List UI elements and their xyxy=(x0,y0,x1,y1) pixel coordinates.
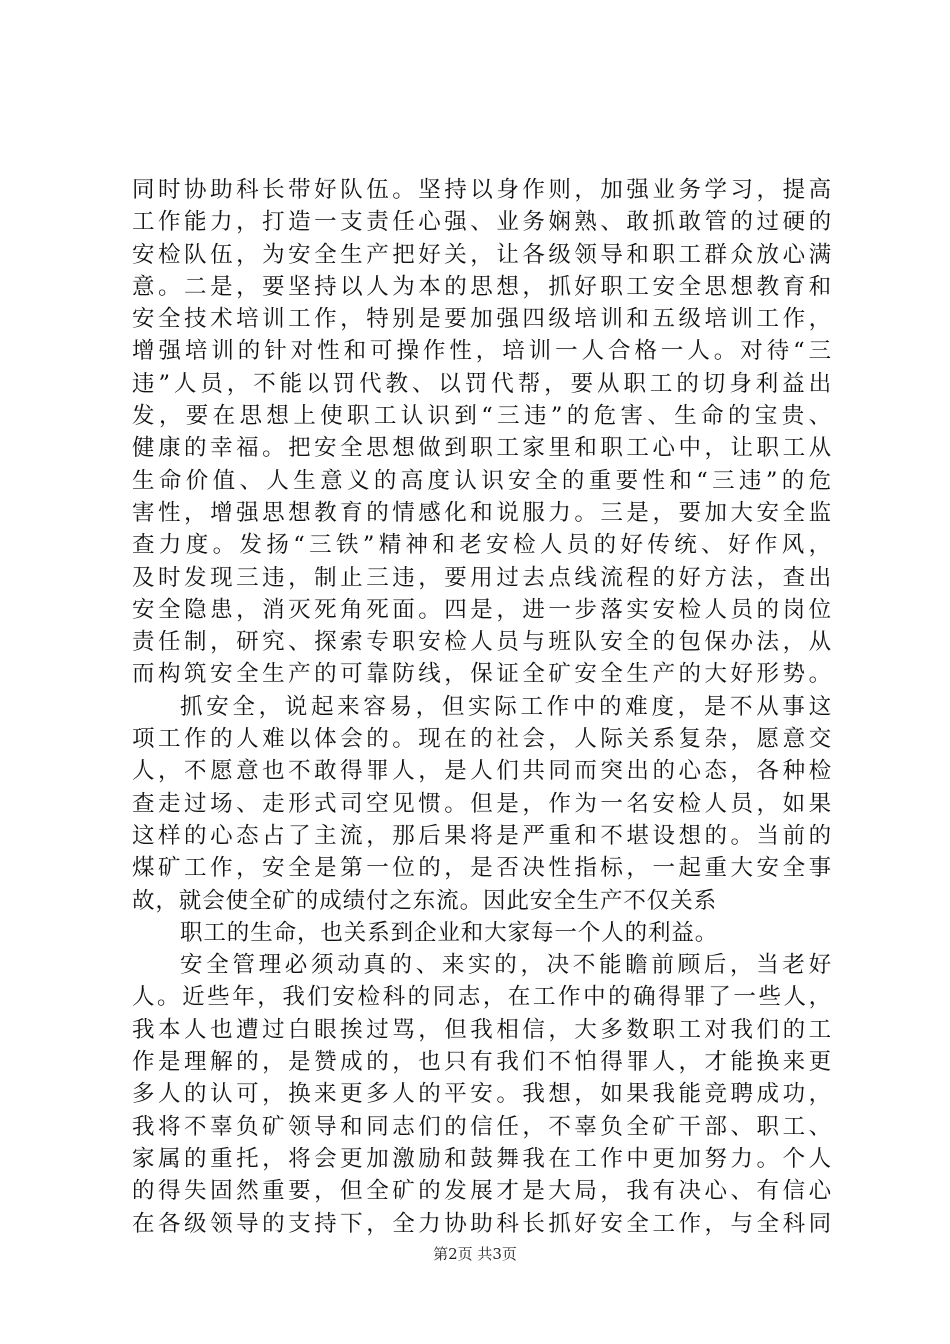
text-line: 家属的重托，将会更加激励和鼓舞我在工作中更加努力。个人 xyxy=(132,1145,832,1172)
text-line: 故，就会使全矿的成绩付之东流。因此安全生产不仅关系 xyxy=(132,887,718,914)
page-number-label: 第2页 共3页 xyxy=(433,1245,517,1263)
text-line: 安检队伍，为安全生产把好关，让各级领导和职工群众放心满 xyxy=(132,241,832,268)
text-line: 我将不辜负矿领导和同志们的信任，不辜负全矿干部、职工、 xyxy=(132,1113,832,1140)
text-line: 作是理解的，是赞成的，也只有我们不怕得罪人，才能换来更 xyxy=(132,1049,832,1076)
text-line: 人。近些年，我们安检科的同志，在工作中的确得罪了一些人， xyxy=(132,984,832,1011)
text-line: 多人的认可，换来更多人的平安。我想，如果我能竞聘成功， xyxy=(132,1081,832,1108)
text-line: 查力度。发扬“三铁”精神和老安检人员的好传统、好作风， xyxy=(132,532,832,559)
body-text xyxy=(132,174,832,1240)
page-footer xyxy=(0,1244,950,1264)
text-line: 煤矿工作，安全是第一位的，是否决性指标，一起重大安全事 xyxy=(132,855,832,882)
text-line: 意。二是，要坚持以人为本的思想，抓好职工安全思想教育和 xyxy=(132,273,832,300)
text-line: 在各级领导的支持下，全力协助科长抓好安全工作，与全科同 xyxy=(132,1210,832,1237)
text-line: 安全技术培训工作，特别是要加强四级培训和五级培训工作， xyxy=(132,306,832,333)
text-line: 健康的幸福。把安全思想做到职工家里和职工心中，让职工从 xyxy=(132,435,832,462)
text-line: 增强培训的针对性和可操作性，培训一人合格一人。对待“三 xyxy=(132,338,832,365)
text-line: 害性，增强思想教育的情感化和说服力。三是，要加大安全监 xyxy=(132,499,832,526)
text-line: 项工作的人难以体会的。现在的社会，人际关系复杂，愿意交 xyxy=(132,726,832,753)
text-line: 违”人员，不能以罚代教、以罚代帮，要从职工的切身利益出 xyxy=(132,370,832,397)
text-line: 责任制，研究、探索专职安检人员与班队安全的包保办法，从 xyxy=(132,629,832,656)
text-line: 而构筑安全生产的可靠防线，保证全矿安全生产的大好形势。 xyxy=(132,661,832,688)
text-line: 生命价值、人生意义的高度认识安全的重要性和“三违”的危 xyxy=(132,467,832,494)
text-line: 这样的心态占了主流，那后果将是严重和不堪设想的。当前的 xyxy=(132,822,832,849)
text-line: 发，要在思想上使职工认识到“三违”的危害、生命的宝贵、 xyxy=(132,403,832,430)
text-line: 抓安全，说起来容易，但实际工作中的难度，是不从事这 xyxy=(180,693,832,720)
text-line: 人，不愿意也不敢得罪人，是人们共同而突出的心态，各种检 xyxy=(132,758,832,785)
text-line: 的得失固然重要，但全矿的发展才是大局，我有决心、有信心 xyxy=(132,1178,832,1205)
text-line: 安全管理必须动真的、来实的，决不能瞻前顾后，当老好 xyxy=(180,952,832,979)
text-line: 职工的生命，也关系到企业和大家每一个人的利益。 xyxy=(180,919,719,946)
text-line: 同时协助科长带好队伍。坚持以身作则，加强业务学习，提高 xyxy=(132,177,832,203)
text-line: 及时发现三违，制止三违，要用过去点线流程的好方法，查出 xyxy=(132,564,832,591)
text-line: 安全隐患，消灭死角死面。四是，进一步落实安检人员的岗位 xyxy=(132,596,832,623)
text-line: 工作能力，打造一支责任心强、业务娴熟、敢抓敢管的过硬的 xyxy=(132,209,832,236)
text-line: 我本人也遭过白眼挨过骂，但我相信，大多数职工对我们的工 xyxy=(132,1016,832,1043)
text-line: 查走过场、走形式司空见惯。但是，作为一名安检人员，如果 xyxy=(132,790,832,817)
